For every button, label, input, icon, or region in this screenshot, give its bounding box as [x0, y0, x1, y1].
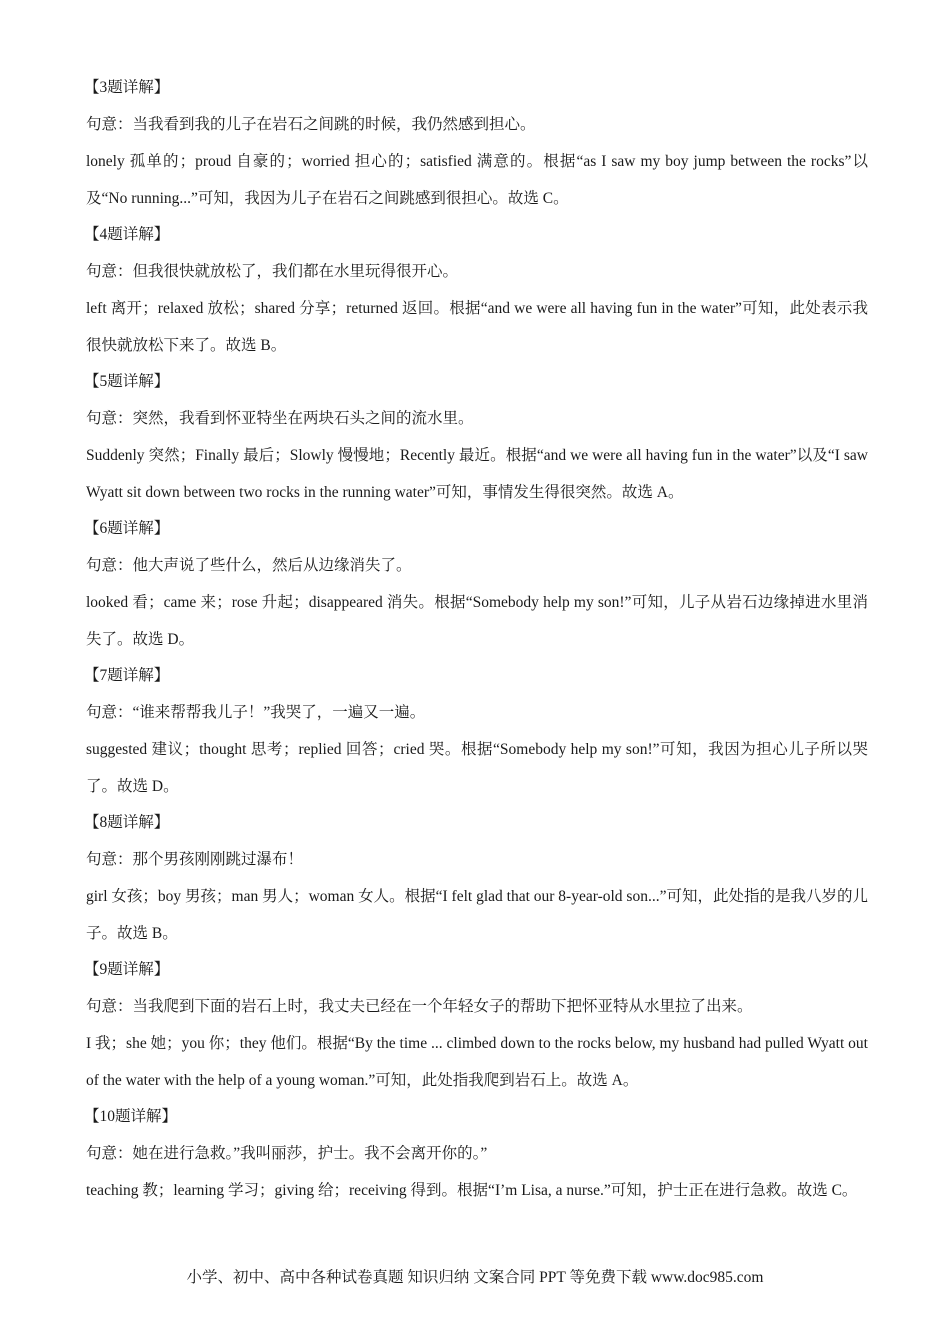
explanation-text: looked 看；came 来；rose 升起；disappeared 消失。根据“Somebody help my son!”可知，儿子从岩石边缘掉进水里消失了。故选 D。	[86, 594, 868, 648]
explanation-q8	[86, 805, 868, 952]
sentence-meaning: 句意：但我很快就放松了，我们都在水里玩得很开心。	[86, 263, 459, 280]
section-heading: 【6题详解】	[84, 520, 170, 537]
explanation-text: suggested 建议；thought 思考；replied 回答；cried 哭。根据“Somebody help my son!”可知，我因为担心儿子所以哭了。故选 D。	[86, 741, 868, 795]
sentence-meaning: 句意：那个男孩刚刚跳过瀑布！	[86, 851, 304, 868]
explanation-q6	[86, 511, 868, 658]
section-heading: 【5题详解】	[84, 373, 170, 390]
sentence-meaning: 句意：她在进行急救。”我叫丽莎，护士。我不会离开你的。”	[86, 1145, 488, 1162]
section-heading: 【3题详解】	[84, 79, 170, 96]
sentence-meaning: 句意：突然，我看到怀亚特坐在两块石头之间的流水里。	[86, 410, 474, 427]
explanation-q7	[86, 658, 868, 805]
explanation-q5	[86, 364, 868, 511]
explanation-text: I 我；she 她；you 你；they 他们。根据“By the time ... climbed down to the rocks below, my husband had pulled Wyatt out of the water with the help of a young woman.”可知，此处指我爬到岩石上。故选 A。	[86, 1035, 868, 1089]
explanation-text: teaching 教；learning 学习；giving 给；receiving 得到。根据“I’m Lisa, a nurse.”可知，护士正在进行急救。故选 C。	[86, 1182, 858, 1199]
explanation-q9	[86, 952, 868, 1099]
explanation-q4	[86, 217, 868, 364]
section-heading: 【8题详解】	[84, 814, 170, 831]
section-heading: 【9题详解】	[84, 961, 170, 978]
explanation-text: Suddenly 突然；Finally 最后；Slowly 慢慢地；Recently 最近。根据“and we were all having fun in the water”以及“I saw Wyatt sit down between two rocks in the running water”可知，事情发生得很突然。故选 A。	[86, 447, 868, 501]
sentence-meaning: 句意：他大声说了些什么，然后从边缘消失了。	[86, 557, 412, 574]
section-heading: 【4题详解】	[84, 226, 170, 243]
section-heading: 【10题详解】	[84, 1108, 178, 1125]
section-heading: 【7题详解】	[84, 667, 170, 684]
explanation-q10	[86, 1099, 868, 1209]
sentence-meaning: 句意：当我看到我的儿子在岩石之间跳的时候，我仍然感到担心。	[86, 116, 536, 133]
answer-explanations	[86, 70, 868, 1209]
sentence-meaning: 句意：“谁来帮帮我儿子！”我哭了，一遍又一遍。	[86, 704, 426, 721]
explanation-text: left 离开；relaxed 放松；shared 分享；returned 返回。根据“and we were all having fun in the water”可知，此处表示我很快就放松下来了。故选 B。	[86, 300, 868, 354]
explanation-text: girl 女孩；boy 男孩；man 男人；woman 女人。根据“I felt glad that our 8-year-old son...”可知，此处指的是我八岁的儿子。故选 B。	[86, 888, 868, 942]
explanation-q3	[86, 70, 868, 217]
page-footer: 小学、初中、高中各种试卷真题 知识归纳 文案合同 PPT 等免费下载 www.doc985.com	[186, 1269, 764, 1286]
sentence-meaning: 句意：当我爬到下面的岩石上时，我丈夫已经在一个年轻女子的帮助下把怀亚特从水里拉了出来。	[86, 998, 753, 1015]
explanation-text: lonely 孤单的；proud 自豪的；worried 担心的；satisfied 满意的。根据“as I saw my boy jump between the rocks”以及“No running...”可知，我因为儿子在岩石之间跳感到很担心。故选 C。	[86, 153, 868, 207]
